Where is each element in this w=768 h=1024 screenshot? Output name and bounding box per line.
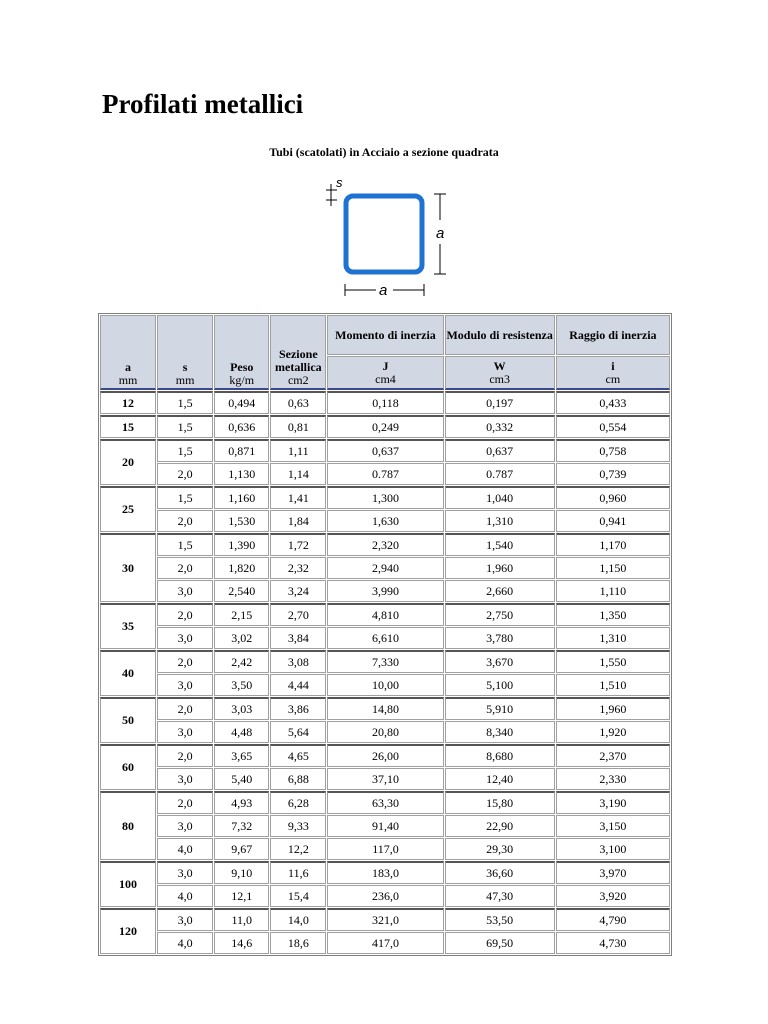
table-row xyxy=(100,791,670,814)
label-s: s xyxy=(336,175,343,190)
table-row xyxy=(100,391,670,414)
cell-momento: 2,940 xyxy=(327,557,443,579)
cell-raggio: 1,170 xyxy=(556,533,670,556)
table-subtitle: Tubi (scatolati) in Acciaio a sezione quadrata xyxy=(269,145,499,159)
table-row xyxy=(100,486,670,509)
cell-momento: 0,118 xyxy=(327,391,443,414)
cell-modulo: 3,670 xyxy=(445,650,555,673)
header-modulo-unit: W cm3 xyxy=(445,356,555,390)
cell-momento: 0,249 xyxy=(327,415,443,438)
cell-s: 2,0 xyxy=(157,603,213,626)
cell-s: 1,5 xyxy=(157,415,213,438)
cell-raggio: 1,310 xyxy=(556,627,670,649)
table-row xyxy=(100,533,670,556)
cell-momento: 10,00 xyxy=(327,674,443,696)
cell-peso: 1,390 xyxy=(214,533,269,556)
cell-peso: 3,50 xyxy=(214,674,269,696)
cell-s: 3,0 xyxy=(157,908,213,931)
header-momento-title: Momento di inerzia xyxy=(327,315,443,355)
cell-a: 80 xyxy=(100,791,156,860)
cell-momento: 20,80 xyxy=(327,721,443,743)
cell-raggio: 0,433 xyxy=(556,391,670,414)
table-row xyxy=(100,838,670,860)
cell-raggio: 1,960 xyxy=(556,697,670,720)
page-title: Profilati metallici xyxy=(102,89,304,119)
cell-peso: 4,48 xyxy=(214,721,269,743)
cell-raggio: 3,150 xyxy=(556,815,670,837)
cell-raggio: 1,110 xyxy=(556,580,670,602)
cell-sezione: 4,65 xyxy=(270,744,326,767)
cell-raggio: 1,920 xyxy=(556,721,670,743)
table-row xyxy=(100,627,670,649)
cell-momento: 417,0 xyxy=(327,932,443,954)
table-row xyxy=(100,557,670,579)
cell-s: 3,0 xyxy=(157,674,213,696)
cell-a: 35 xyxy=(100,603,156,649)
cell-momento: 37,10 xyxy=(327,768,443,790)
cell-momento: 7,330 xyxy=(327,650,443,673)
cell-s: 4,0 xyxy=(157,838,213,860)
cell-peso: 3,03 xyxy=(214,697,269,720)
cell-modulo: 53,50 xyxy=(445,908,555,931)
label-a-side: a xyxy=(436,225,445,242)
cell-sezione: 11,6 xyxy=(270,861,326,884)
cell-momento: 4,810 xyxy=(327,603,443,626)
cell-s: 3,0 xyxy=(157,861,213,884)
cell-sezione: 14,0 xyxy=(270,908,326,931)
table-row xyxy=(100,908,670,931)
cell-momento: 321,0 xyxy=(327,908,443,931)
cell-raggio: 1,150 xyxy=(556,557,670,579)
cell-peso: 2,540 xyxy=(214,580,269,602)
cell-s: 2,0 xyxy=(157,791,213,814)
cell-s: 2,0 xyxy=(157,697,213,720)
cell-modulo: 3,780 xyxy=(445,627,555,649)
cell-peso: 1,820 xyxy=(214,557,269,579)
table-row xyxy=(100,697,670,720)
table-row xyxy=(100,744,670,767)
cell-peso: 4,93 xyxy=(214,791,269,814)
table-row xyxy=(100,650,670,673)
table-row xyxy=(100,674,670,696)
cell-a: 12 xyxy=(100,391,156,414)
cell-modulo: 5,910 xyxy=(445,697,555,720)
cell-sezione: 18,6 xyxy=(270,932,326,954)
cell-raggio: 0,758 xyxy=(556,439,670,462)
cell-s: 3,0 xyxy=(157,627,213,649)
cell-momento: 6,610 xyxy=(327,627,443,649)
cell-s: 3,0 xyxy=(157,768,213,790)
cell-s: 1,5 xyxy=(157,391,213,414)
cell-sezione: 2,32 xyxy=(270,557,326,579)
cell-a: 15 xyxy=(100,415,156,438)
table-row xyxy=(100,415,670,438)
table-row xyxy=(100,885,670,907)
cell-sezione: 4,44 xyxy=(270,674,326,696)
cell-momento: 91,40 xyxy=(327,815,443,837)
cell-raggio: 0,554 xyxy=(556,415,670,438)
cell-modulo: 69,50 xyxy=(445,932,555,954)
cell-raggio: 3,920 xyxy=(556,885,670,907)
cell-raggio: 1,510 xyxy=(556,674,670,696)
cell-modulo: 2,750 xyxy=(445,603,555,626)
cell-raggio: 1,350 xyxy=(556,603,670,626)
cell-modulo: 29,30 xyxy=(445,838,555,860)
cell-peso: 3,02 xyxy=(214,627,269,649)
cell-a: 120 xyxy=(100,908,156,954)
cell-raggio: 4,730 xyxy=(556,932,670,954)
cell-a: 30 xyxy=(100,533,156,602)
cell-sezione: 3,24 xyxy=(270,580,326,602)
cell-peso: 5,40 xyxy=(214,768,269,790)
label-a-bottom: a xyxy=(379,282,388,299)
cell-sezione: 1,14 xyxy=(270,463,326,485)
table-row xyxy=(100,721,670,743)
cell-sezione: 1,41 xyxy=(270,486,326,509)
cell-modulo: 1,040 xyxy=(445,486,555,509)
table-row xyxy=(100,932,670,954)
cell-momento: 63,30 xyxy=(327,791,443,814)
cell-s: 4,0 xyxy=(157,885,213,907)
cell-raggio: 3,190 xyxy=(556,791,670,814)
header-momento-unit: J cm4 xyxy=(327,356,443,390)
cell-raggio: 3,100 xyxy=(556,838,670,860)
cell-peso: 1,160 xyxy=(214,486,269,509)
cell-momento: 0.787 xyxy=(327,463,443,485)
cell-modulo: 36,60 xyxy=(445,861,555,884)
cell-modulo: 47,30 xyxy=(445,885,555,907)
cell-sezione: 3,08 xyxy=(270,650,326,673)
cell-sezione: 15,4 xyxy=(270,885,326,907)
header-modulo-title: Modulo di resistenza xyxy=(445,315,555,355)
cell-sezione: 9,33 xyxy=(270,815,326,837)
table-row xyxy=(100,439,670,462)
cell-raggio: 3,970 xyxy=(556,861,670,884)
cell-sezione: 2,70 xyxy=(270,603,326,626)
cell-peso: 7,32 xyxy=(214,815,269,837)
cell-s: 3,0 xyxy=(157,721,213,743)
cell-s: 1,5 xyxy=(157,486,213,509)
cell-sezione: 0,81 xyxy=(270,415,326,438)
cell-s: 3,0 xyxy=(157,815,213,837)
tube-section xyxy=(346,196,422,272)
cell-momento: 26,00 xyxy=(327,744,443,767)
cell-momento: 2,320 xyxy=(327,533,443,556)
square-tube-diagram xyxy=(318,172,458,300)
cell-a: 20 xyxy=(100,439,156,485)
cell-peso: 2,42 xyxy=(214,650,269,673)
cell-peso: 2,15 xyxy=(214,603,269,626)
cell-modulo: 1,960 xyxy=(445,557,555,579)
cell-peso: 12,1 xyxy=(214,885,269,907)
cell-momento: 117,0 xyxy=(327,838,443,860)
cell-sezione: 1,84 xyxy=(270,510,326,532)
header-peso: Peso kg/m xyxy=(214,315,269,390)
cell-modulo: 8,340 xyxy=(445,721,555,743)
cell-modulo: 0,332 xyxy=(445,415,555,438)
cell-modulo: 0,637 xyxy=(445,439,555,462)
cell-sezione: 3,84 xyxy=(270,627,326,649)
cell-peso: 3,65 xyxy=(214,744,269,767)
cell-momento: 3,990 xyxy=(327,580,443,602)
cell-raggio: 0,941 xyxy=(556,510,670,532)
header-a: a mm xyxy=(100,315,156,390)
header-raggio-title: Raggio di inerzia xyxy=(556,315,670,355)
cell-peso: 0,636 xyxy=(214,415,269,438)
header-sezione: Sezione metallica cm2 xyxy=(270,315,326,390)
cell-sezione: 3,86 xyxy=(270,697,326,720)
cell-sezione: 1,72 xyxy=(270,533,326,556)
cell-modulo: 5,100 xyxy=(445,674,555,696)
cell-raggio: 1,550 xyxy=(556,650,670,673)
table-row xyxy=(100,861,670,884)
table-row xyxy=(100,768,670,790)
header-s: s mm xyxy=(157,315,213,390)
cell-sezione: 1,11 xyxy=(270,439,326,462)
cell-sezione: 12,2 xyxy=(270,838,326,860)
cell-s: 4,0 xyxy=(157,932,213,954)
cell-momento: 0,637 xyxy=(327,439,443,462)
cell-raggio: 0,960 xyxy=(556,486,670,509)
cell-s: 2,0 xyxy=(157,650,213,673)
cell-sezione: 6,88 xyxy=(270,768,326,790)
cell-raggio: 0,739 xyxy=(556,463,670,485)
cell-peso: 1,530 xyxy=(214,510,269,532)
cell-sezione: 6,28 xyxy=(270,791,326,814)
cell-s: 3,0 xyxy=(157,580,213,602)
table-row xyxy=(100,580,670,602)
cell-modulo: 0,197 xyxy=(445,391,555,414)
steel-tube-table xyxy=(98,313,672,956)
cell-sezione: 5,64 xyxy=(270,721,326,743)
cell-a: 40 xyxy=(100,650,156,696)
cell-peso: 14,6 xyxy=(214,932,269,954)
cell-momento: 236,0 xyxy=(327,885,443,907)
cell-s: 1,5 xyxy=(157,533,213,556)
cell-peso: 9,67 xyxy=(214,838,269,860)
cell-raggio: 2,370 xyxy=(556,744,670,767)
cell-momento: 1,630 xyxy=(327,510,443,532)
table-body xyxy=(100,391,670,954)
cell-s: 2,0 xyxy=(157,510,213,532)
cell-peso: 0,871 xyxy=(214,439,269,462)
cell-raggio: 4,790 xyxy=(556,908,670,931)
cell-modulo: 2,660 xyxy=(445,580,555,602)
cell-s: 2,0 xyxy=(157,557,213,579)
cell-s: 1,5 xyxy=(157,439,213,462)
cell-peso: 0,494 xyxy=(214,391,269,414)
cell-momento: 1,300 xyxy=(327,486,443,509)
cell-sezione: 0,63 xyxy=(270,391,326,414)
table-row xyxy=(100,510,670,532)
cell-modulo: 8,680 xyxy=(445,744,555,767)
cell-peso: 9,10 xyxy=(214,861,269,884)
cell-peso: 1,130 xyxy=(214,463,269,485)
cell-modulo: 0.787 xyxy=(445,463,555,485)
cell-a: 100 xyxy=(100,861,156,907)
cell-raggio: 2,330 xyxy=(556,768,670,790)
table-row xyxy=(100,815,670,837)
cell-modulo: 15,80 xyxy=(445,791,555,814)
cell-a: 25 xyxy=(100,486,156,532)
cell-a: 50 xyxy=(100,697,156,743)
cell-modulo: 1,310 xyxy=(445,510,555,532)
header-raggio-unit: i cm xyxy=(556,356,670,390)
cell-s: 2,0 xyxy=(157,744,213,767)
cell-a: 60 xyxy=(100,744,156,790)
cell-peso: 11,0 xyxy=(214,908,269,931)
table-row xyxy=(100,603,670,626)
cell-modulo: 12,40 xyxy=(445,768,555,790)
cell-modulo: 22,90 xyxy=(445,815,555,837)
cell-momento: 183,0 xyxy=(327,861,443,884)
cell-momento: 14,80 xyxy=(327,697,443,720)
cell-s: 2,0 xyxy=(157,463,213,485)
cell-modulo: 1,540 xyxy=(445,533,555,556)
table-row xyxy=(100,463,670,485)
